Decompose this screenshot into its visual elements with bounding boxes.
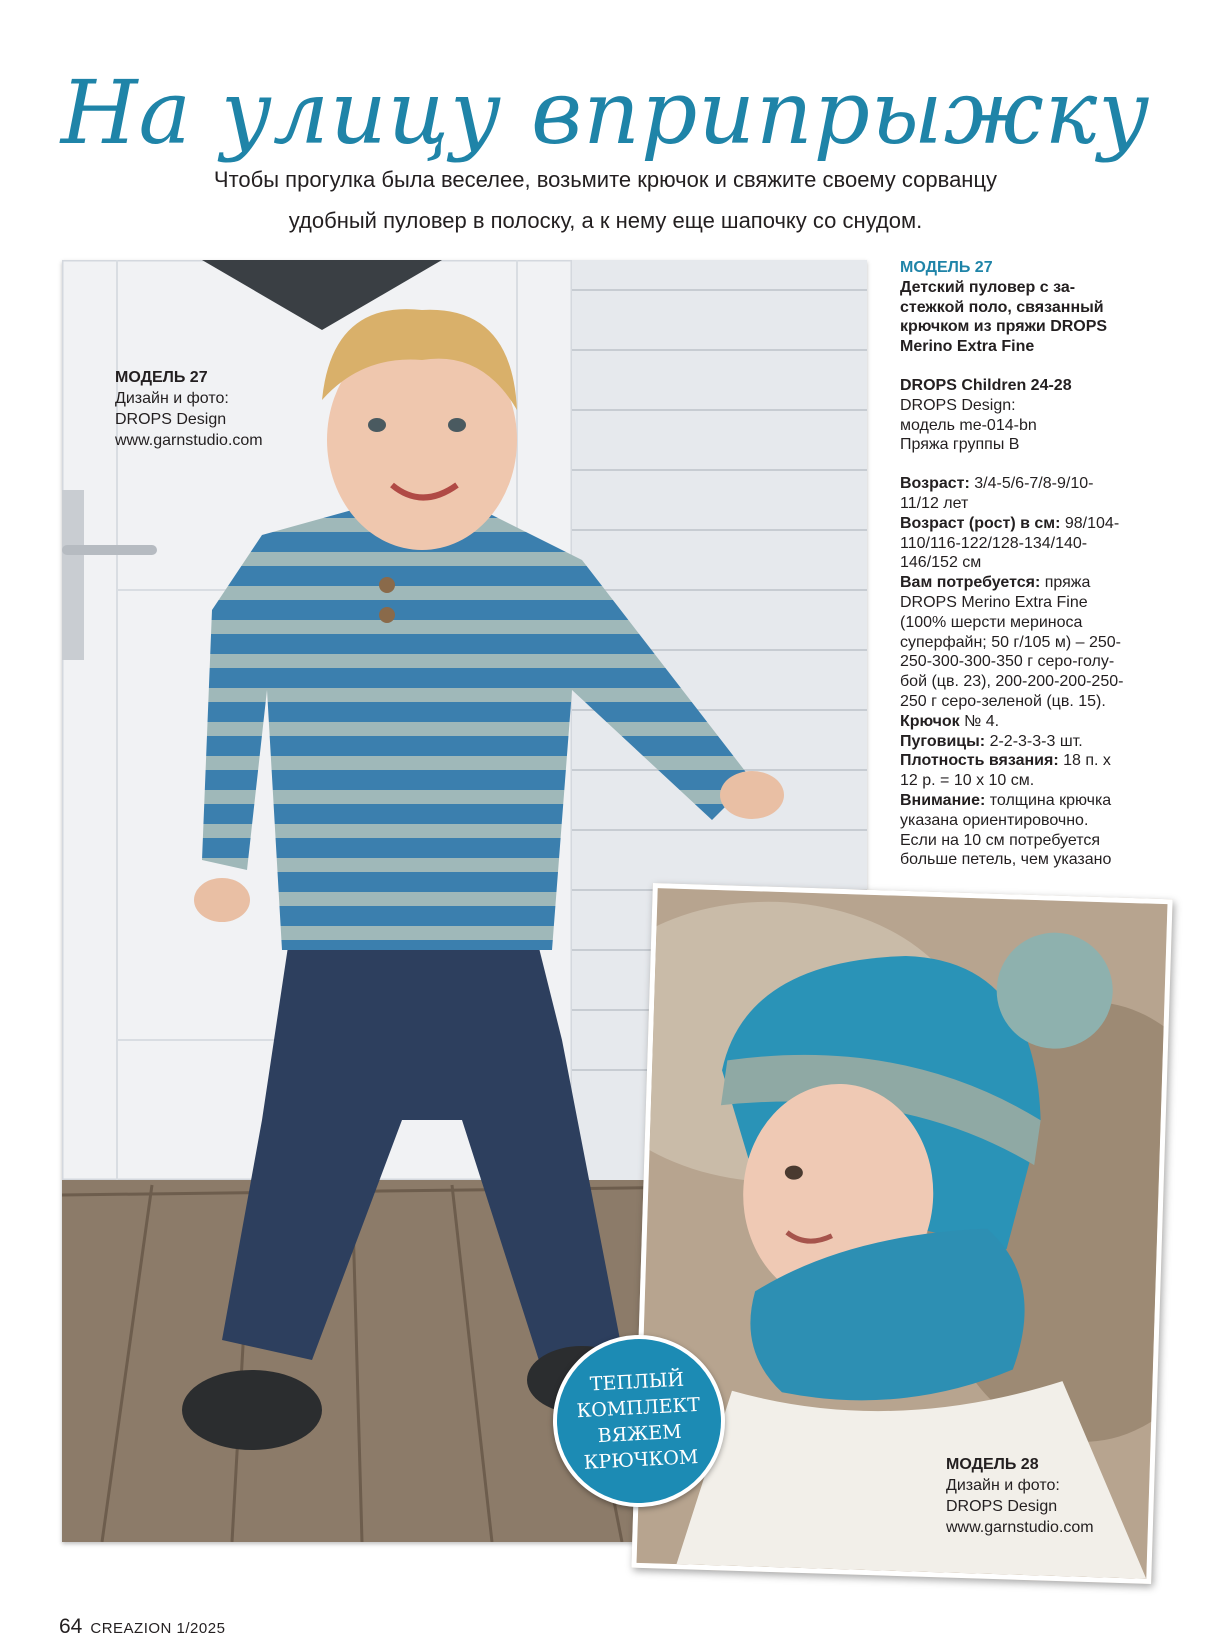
spec-design-line: Пряжа группы B	[900, 436, 1020, 454]
spec-description-line: Merino Extra Fine	[900, 338, 1035, 356]
spec-age-label: Возраст:	[900, 475, 970, 493]
caption-design-label: Дизайн и фото:	[946, 1477, 1060, 1494]
badge-line: КРЮЧКОМ	[583, 1445, 699, 1474]
lead-text-line-1: Чтобы прогулка была веселее, возьмите крючок и свяжите своему сорванцу	[213, 167, 998, 192]
page-title: На улицу вприпрыжку	[60, 61, 1151, 164]
spec-materials-value: DROPS Merino Extra Fine	[900, 593, 1088, 611]
spec-note-value: Если на 10 см потребуется	[900, 831, 1101, 849]
spec-age-value: 11/12 лет	[900, 494, 969, 512]
spec-design-line: модель me-014-bn	[900, 416, 1037, 434]
caption-website: www.garnstudio.com	[946, 1519, 1094, 1536]
badge-line: ТЕПЛЫЙ	[589, 1368, 685, 1396]
spec-gauge-value: 18 п. х	[1058, 752, 1111, 770]
photo-caption-model-28	[946, 1454, 1094, 1538]
badge-line: КОМПЛЕКТ	[576, 1393, 701, 1423]
spec-note-label: Внимание:	[900, 791, 986, 809]
spec-height-value: 146/152 см	[900, 554, 982, 572]
spec-model-heading: МОДЕЛЬ 27	[900, 259, 993, 276]
spec-materials-value: бой (цв. 23), 200-200-200-250-	[900, 673, 1124, 691]
spec-hook	[900, 712, 1162, 732]
spec-gauge-label: Плотность вязания:	[900, 752, 1059, 770]
spec-description	[900, 278, 1162, 357]
spec-materials-value: 250 г серо-зеленой (цв. 15).	[900, 692, 1106, 710]
lead-text-line-2: удобный пуловер в полоску, а к нему еще шапочку со снудом.	[288, 208, 923, 233]
spec-note-value: больше петель, чем указано	[900, 851, 1112, 869]
spec-materials-value: (100% шерсти мериноса	[900, 613, 1083, 631]
caption-brand: DROPS Design	[946, 1498, 1058, 1515]
spec-materials	[900, 573, 1162, 593]
caption-brand: DROPS Design	[115, 411, 227, 428]
spec-gauge-value: 12 р. = 10 х 10 см.	[900, 772, 1035, 790]
spec-note	[900, 791, 1162, 811]
spec-buttons	[900, 732, 1162, 752]
spec-materials-label: Вам потребуется:	[900, 574, 1041, 592]
photo-caption-model-27	[115, 367, 263, 451]
spec-description-line: крючком из пряжи DROPS	[900, 318, 1108, 336]
spec-description-line: Детский пуловер с за-	[900, 278, 1076, 296]
caption-website: www.garnstudio.com	[115, 432, 263, 449]
spec-height-value: 110/116-122/128-134/140-	[900, 534, 1088, 552]
page-number: 64	[59, 1615, 83, 1638]
spec-age	[900, 474, 1162, 494]
caption-model-label: МОДЕЛЬ 28	[946, 1456, 1039, 1473]
spec-height-value: 98/104-	[1060, 514, 1120, 532]
spec-buttons-label: Пуговицы:	[900, 732, 986, 750]
caption-design-label: Дизайн и фото:	[115, 390, 229, 407]
badge-line: ВЯЖЕМ	[597, 1420, 683, 1448]
spec-height-label: Возраст (рост) в см:	[900, 514, 1061, 532]
spec-buttons-value: 2-2-3-3-3 шт.	[985, 732, 1083, 750]
spec-collection: DROPS Children 24-28	[900, 376, 1072, 394]
magazine-issue: CREAZION 1/2025	[90, 1620, 226, 1637]
spec-hook-value: № 4.	[959, 712, 1000, 730]
spec-hook-label: Крючок	[900, 712, 960, 730]
spec-design-line: DROPS Design:	[900, 396, 1016, 414]
spec-note-value: указана ориентировочно.	[900, 811, 1089, 829]
spec-description-line: стежкой поло, связанный	[900, 298, 1104, 316]
spec-height	[900, 514, 1162, 534]
spec-materials-value: 250-300-300-350 г серо-голу-	[900, 653, 1115, 671]
spec-note-value: толщина крючка	[985, 791, 1112, 809]
caption-model-label: МОДЕЛЬ 27	[115, 369, 208, 386]
spec-age-value: 3/4-5/6-7/8-9/10-	[969, 475, 1094, 493]
spec-gauge	[900, 751, 1162, 771]
spec-materials-value: суперфайн; 50 г/105 м) – 250-	[900, 633, 1121, 651]
model-specification	[900, 258, 1162, 870]
spec-materials-value: пряжа	[1040, 574, 1091, 592]
